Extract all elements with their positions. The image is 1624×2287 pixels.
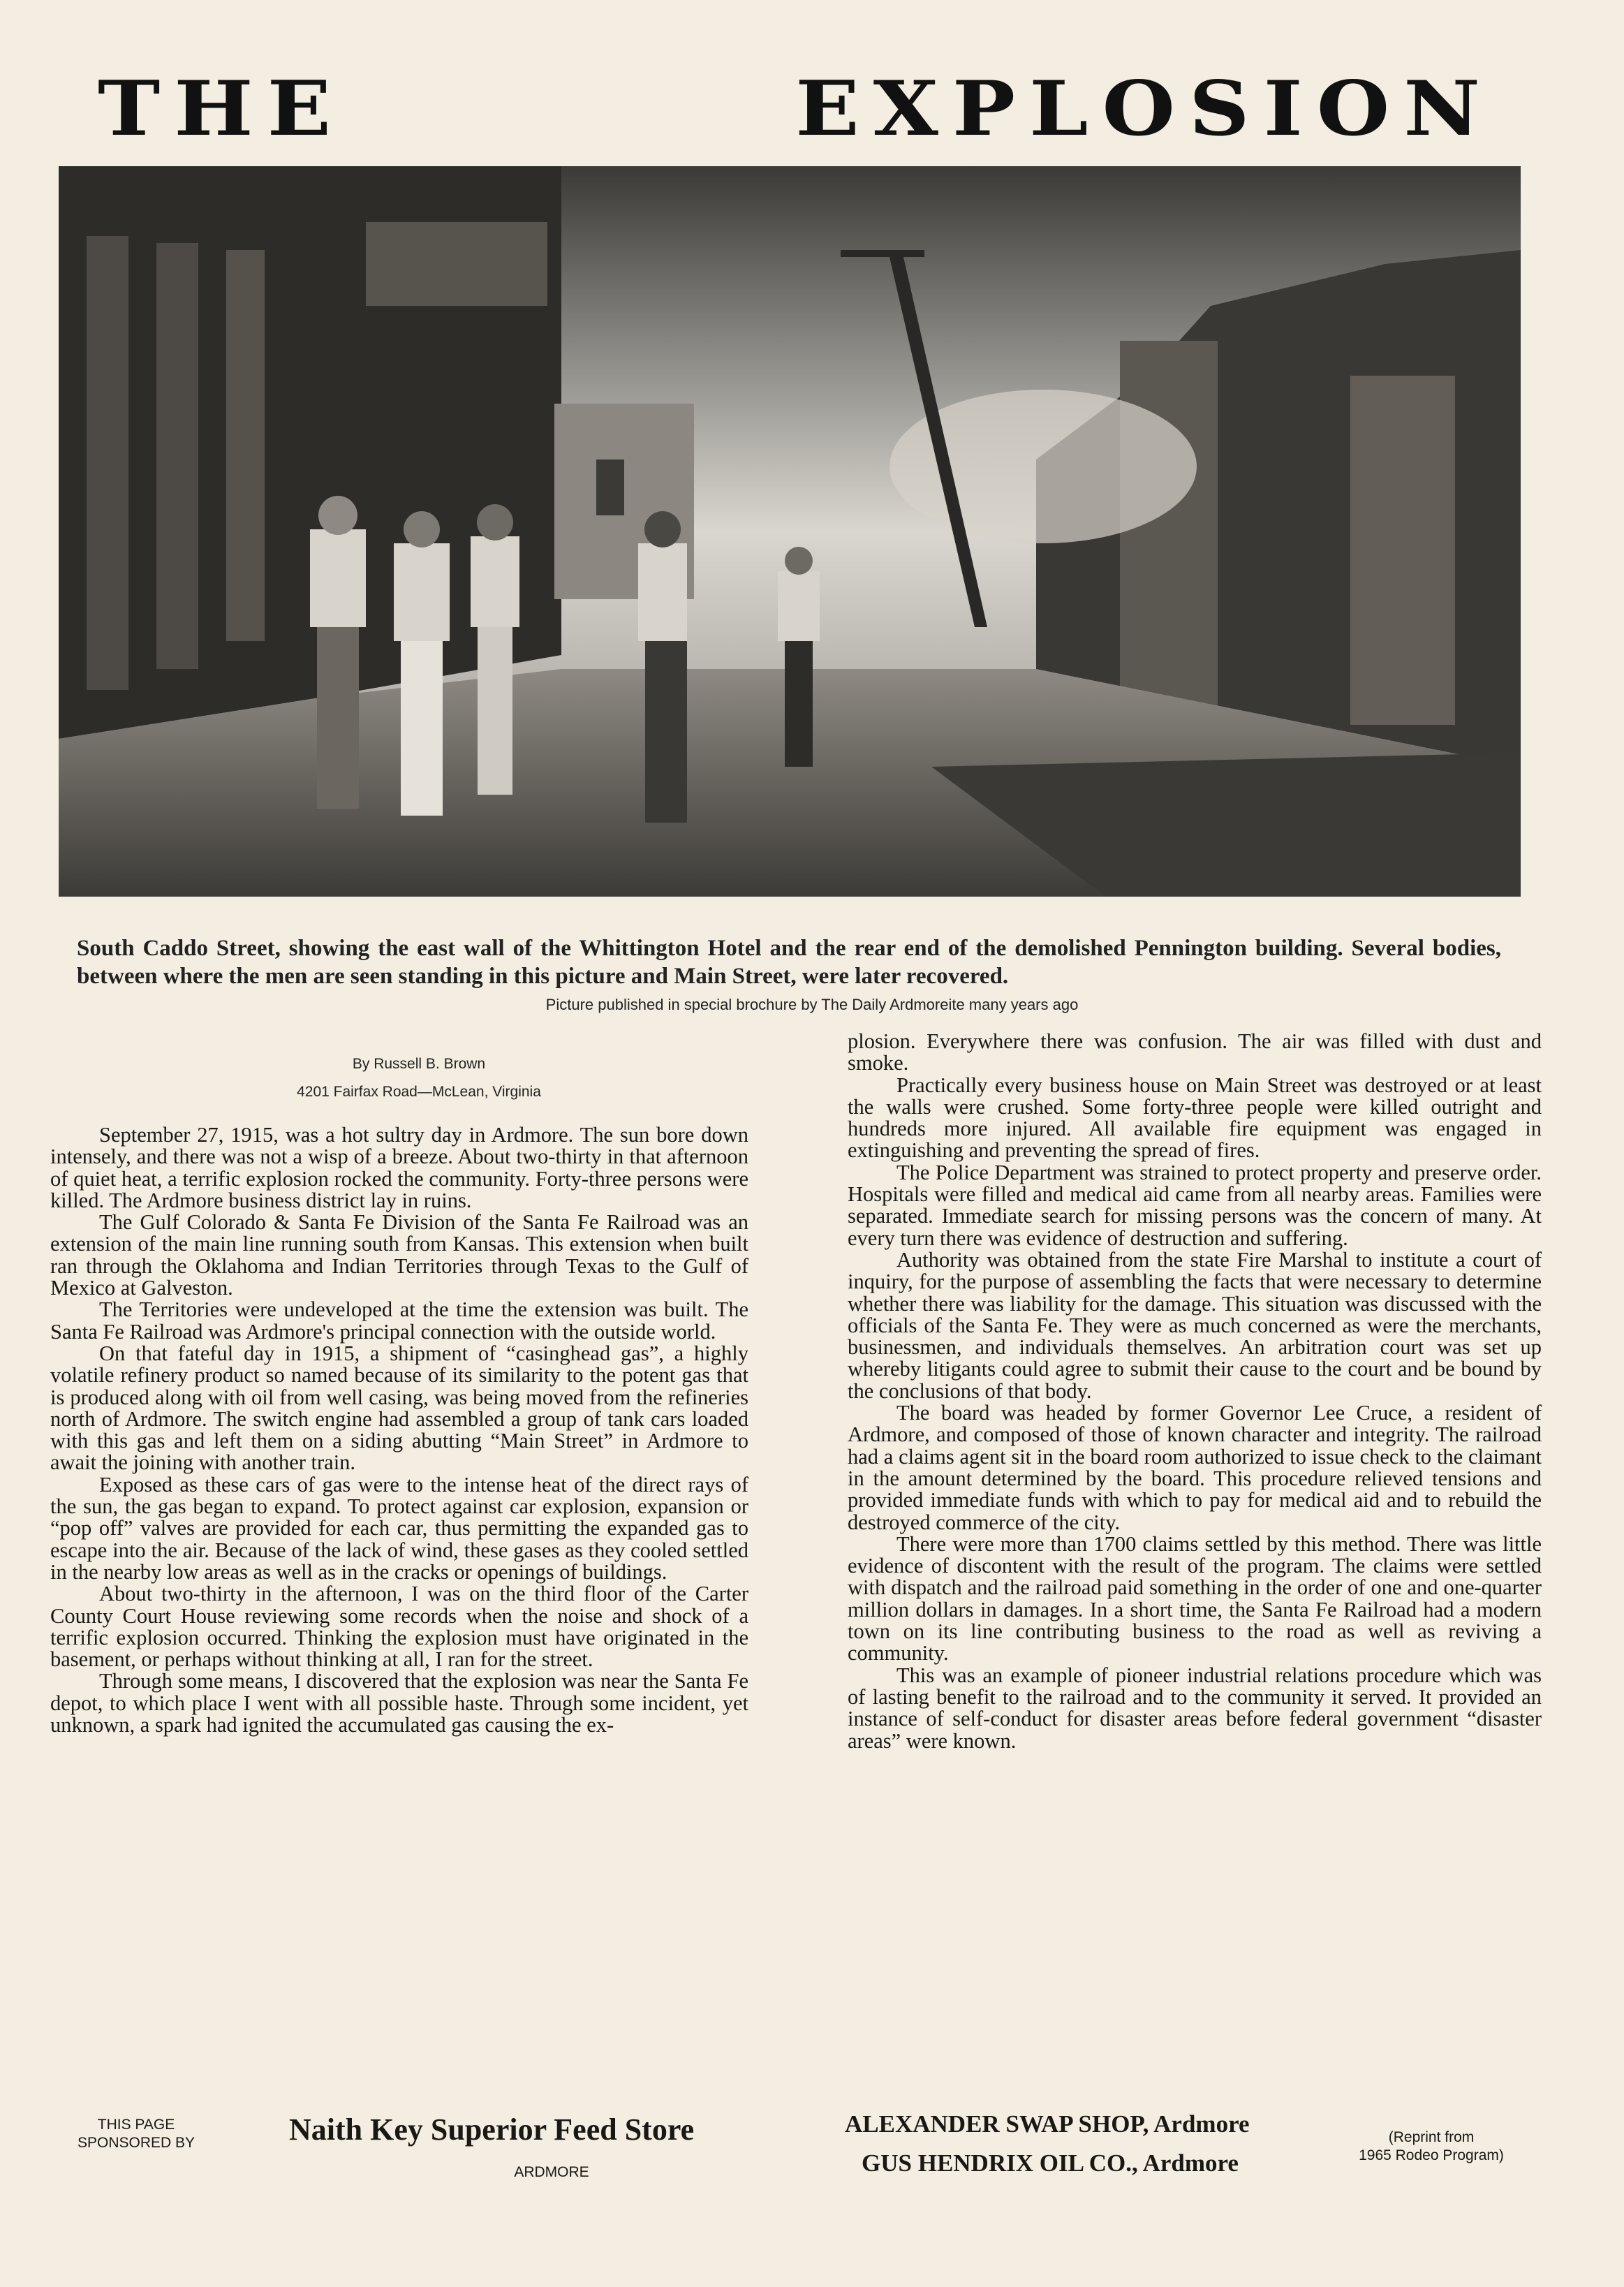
headline-word-1: THE bbox=[98, 64, 346, 153]
byline-author: By Russell B. Brown bbox=[352, 1056, 486, 1072]
reprint-line-2: 1965 Rodeo Program) bbox=[1359, 2147, 1504, 2163]
sponsor-feed-store: Naith Key Superior Feed Store bbox=[289, 2112, 695, 2147]
paragraph: The Police Department was strained to protect property and preserve order. Hospitals were filled and medical aid came from all nearby areas. Families were separated. Immediate search for missing persons was the concern of many. At every turn there was evidence of destruction and suffering. bbox=[848, 1160, 1542, 1250]
photo-illustration bbox=[59, 166, 1521, 897]
photo-caption: South Caddo Street, showing the east wall of the Whittington Hotel and the rear end of the demolished Pennington building. Several bodies, between where the men are seen standing in this picture and Main Street, were later recovered. bbox=[77, 936, 1501, 989]
paragraph: The Gulf Colorado & Santa Fe Division of the Santa Fe Railroad was an extension of the main line running south from Kansas. This extension when built ran through the Oklahoma and Indian Territories through Texas to the Gulf of Mexico at Galveston. bbox=[50, 1210, 748, 1300]
paragraph: Authority was obtained from the state Fire Marshal to institute a court of inquiry, for the purpose of assembling the facts that were necessary to determine whether there was liability for the damage. This situation was discussed with the officials of the Santa Fe. They were as much concerned as were the merchants, businessmen, and individuals themselves. An arbitration court was set up whereby litigants could agree to submit their cause to the court and be bound by the conclusions of that body. bbox=[848, 1247, 1542, 1403]
paragraph: On that fateful day in 1915, a shipment of “casinghead gas”, a highly volatile refinery product so named because of its similarity to the potent gas that is produced along with oil from well casing, was being moved from the refineries north of Ardmore. The switch engine had assembled a group of tank cars loaded with this gas and left them on a siding abutting “Main Street” in Ardmore to await the joining with another train. bbox=[50, 1341, 748, 1475]
headline-word-2: EXPLOSION bbox=[795, 64, 1494, 153]
paragraph: The Territories were undeveloped at the time the extension was built. The Santa Fe Railroad was Ardmore's principal connection with the outside world. bbox=[50, 1297, 748, 1344]
reprint-note bbox=[1327, 2128, 1536, 2165]
paragraph: The board was headed by former Governor Lee Cruce, a resident of Ardmore, and composed of those of known character and integrity. The railroad had a claims agent sit in the board room authorized to issue check to the claimant in the amount determined by the board. This procedure relieved tensions and provided immediate funds with which to pay for medical aid and to rebuild the destroyed commerce of the city. bbox=[848, 1401, 1542, 1534]
paragraph: September 27, 1915, was a hot sultry day in Ardmore. The sun bore down intensely, and there was not a wisp of a breeze. About two-thirty in that afternoon of quiet heat, a terrific explosion rocked the community. Forty-three persons were killed. The Ardmore business district lay in ruins. bbox=[50, 1123, 748, 1212]
sponsored-line-2: SPONSORED BY bbox=[77, 2135, 195, 2151]
photo-credit: Picture published in special brochure by The Daily Ardmoreite many years ago bbox=[545, 996, 1079, 1013]
page-headline bbox=[98, 64, 1494, 153]
paragraph: Through some means, I discovered that the explosion was near the Santa Fe depot, to which place I went with all possible haste. Through some incident, yet unknown, a spark had ignited the accumulated gas causing the ex- bbox=[50, 1669, 748, 1737]
sponsored-by-label bbox=[56, 2116, 216, 2152]
sponsor-oil-co: GUS HENDRIX OIL CO., Ardmore bbox=[862, 2149, 1239, 2177]
street-ruins-photo bbox=[59, 166, 1521, 897]
sponsored-line-1: THIS PAGE bbox=[97, 2117, 175, 2133]
byline-address: 4201 Fairfax Road—McLean, Virginia bbox=[297, 1084, 541, 1100]
sponsor-swap-shop: ALEXANDER SWAP SHOP, Ardmore bbox=[845, 2110, 1250, 2138]
paragraph: Exposed as these cars of gas were to the intense heat of the direct rays of the sun, the gas began to expand. To protect against car explosion, expansion or “pop off” valves are provided for each car, thus permitting the expanded gas to escape into the air. Because of the lack of wind, these gases as they cooled settled in the nearby low areas as well as in the cracks or openings of buildings. bbox=[50, 1472, 748, 1584]
paragraph: About two-thirty in the afternoon, I was on the third floor of the Carter County Court House reviewing some records when the noise and shock of a terrific explosion occurred. Thinking the explosion must have originated in the basement, or perhaps without thinking at all, I ran for the street. bbox=[50, 1582, 748, 1672]
paragraph: This was an example of pioneer industrial relations procedure which was of lasting benefit to the railroad and to the community it served. It provided an instance of self-conduct for disaster areas before federal government “disaster areas” were known. bbox=[848, 1663, 1542, 1753]
article-left-column bbox=[50, 1124, 748, 1736]
sponsor-feed-store-city: ARDMORE bbox=[514, 2164, 589, 2180]
article-right-column bbox=[848, 1031, 1542, 1752]
paragraph: There were more than 1700 claims settled by this method. There was little evidence of discontent with the result of the program. The claims were settled with dispatch and the railroad paid something in the order of one and one-quarter million dollars in damages. In a short time, the Santa Fe Railroad had a modern town on its line contributing business to the road as well as reviving a community. bbox=[848, 1531, 1542, 1665]
paragraph: Practically every business house on Main Street was destroyed or at least the walls were crushed. Some forty-three people were killed outright and hundreds more injured. All available fire equipment was engaged in extinguishing and preventing the spread of fires. bbox=[848, 1073, 1542, 1163]
reprint-line-1: (Reprint from bbox=[1388, 2129, 1475, 2145]
paragraph: plosion. Everywhere there was confusion. The air was filled with dust and smoke. bbox=[848, 1029, 1542, 1075]
